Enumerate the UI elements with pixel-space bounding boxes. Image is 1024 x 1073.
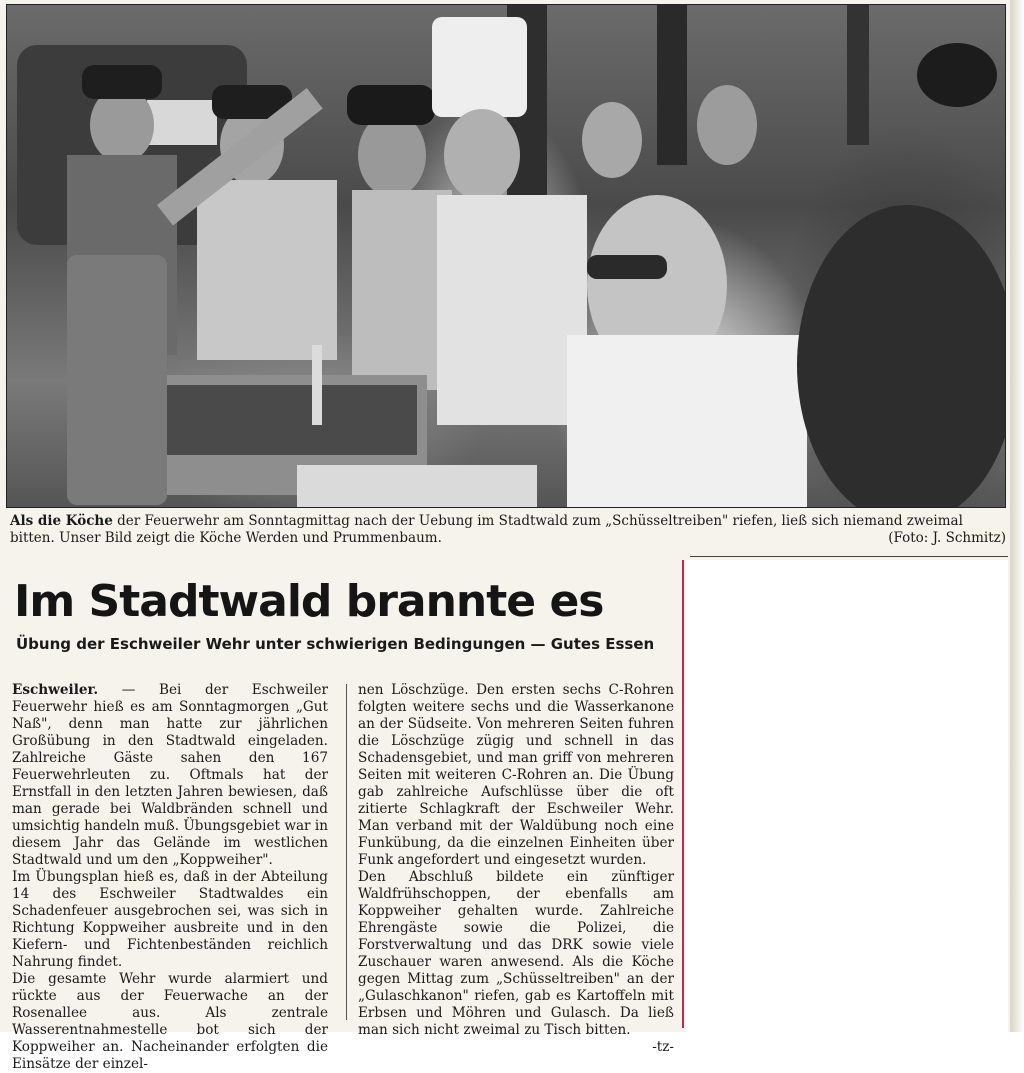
column-divider <box>346 684 347 1020</box>
page-edge <box>1010 0 1024 1032</box>
article-column-1 <box>12 682 328 1073</box>
paragraph <box>12 682 328 869</box>
article <box>6 560 684 1072</box>
tree-trunk <box>657 5 687 165</box>
cook-arm <box>297 465 537 508</box>
license-plate-shape <box>147 100 217 145</box>
author-signoff: -tz- <box>652 1039 674 1055</box>
kettle-lid <box>67 255 167 505</box>
paragraph: Den Abschluß bildete ein zünftiger Waldfrühschoppen, der ebenfalls am Koppweiher gehalten wurde. Zahlreiche Ehrengäste sowie die Polizei, die Forstverwaltung und das DRK sowie viele Zuschauer waren anwesend. Als die Köche gegen Mittag zum „Schüsseltreiben" an der „Gulaschkanon" riefen, gab es Kartoffeln mit Erbsen und Möhren und Gulasch. Da ließ man sich nicht zweimal zu Tisch bitten. <box>358 869 674 1038</box>
caption-rule <box>690 556 1008 557</box>
paragraph: Im Übungsplan hieß es, daß in der Abteilung 14 des Eschweiler Stadtwaldes ein Schadenfeuer ausgebrochen sei, was sich in Richtung Koppweiher ausbreite und in den Kiefern- und Fichtenbeständen reichlich Nahrung findet. <box>12 869 328 970</box>
news-photo <box>6 4 1006 508</box>
glasses-shape <box>587 255 667 279</box>
headline: Im Stadtwald brannte es <box>14 576 604 627</box>
blank-area <box>686 560 1008 1032</box>
person-head <box>697 85 757 165</box>
article-column-2 <box>358 682 674 1056</box>
photo-credit: (Foto: J. Schmitz) <box>888 530 1006 546</box>
cook-head <box>444 109 520 201</box>
uniform-cap <box>82 65 162 99</box>
person-head <box>582 102 642 178</box>
ladle <box>312 345 322 425</box>
paragraph: Die gesamte Wehr wurde alarmiert und rückte aus der Feuerwache an der Rosenallee aus. Als zentrale Wasserentnahmestelle bot sich der Koppweiher an. Nacheinander erfolgten die Einsätze der einzel- <box>12 971 328 1072</box>
dateline: Eschweiler. <box>12 682 99 698</box>
person-body <box>197 180 337 360</box>
tree-trunk <box>847 5 869 145</box>
person-head <box>358 113 426 197</box>
caption-lead: Als die Köche <box>10 513 113 529</box>
kettle-contents <box>167 385 417 455</box>
cook-body <box>567 335 807 508</box>
chef-hat <box>432 17 527 117</box>
cook-body <box>437 195 587 425</box>
uniform-cap <box>347 85 435 125</box>
photo-illustration <box>7 5 1006 508</box>
photo-caption <box>10 513 1006 547</box>
paragraph: nen Löschzüge. Den ersten sechs C-Rohren folgten weitere sechs und die Wasserkanone an der Südseite. Von mehreren Seiten fuhren die Löschzüge zügig und schnell in das Schadensgebiet, und man griff von mehreren Seiten mit weiteren C-Rohren an. Die Übung gab zahlreiche Aufschlüsse über die oft zitierte Schlagkraft der Eschweiler Wehr. Man verband mit der Waldübung noch eine Funkübung, da die einzelnen Einheiten über Funk angefordert und eingesetzt wurden. <box>358 682 674 868</box>
caption-text: der Feuerwehr am Sonntagmittag nach der Uebung im Stadtwald zum „Schüsseltreiben" riefen, ließ sich niemand zweimal bitten. Unser Bild zeigt die Köche Werden und Prummenbaum. <box>10 513 963 546</box>
foreground-person <box>797 205 1006 508</box>
subheadline: Übung der Eschweiler Wehr unter schwierigen Bedingungen — Gutes Essen <box>16 635 655 653</box>
uniform-cap <box>917 43 997 107</box>
paragraph-text: — Bei der Eschweiler Feuerwehr hieß es am Sonntagmorgen „Gut Naß", denn man hatte zur jährlichen Großübung in den Stadtwald eingeladen. Zahlreiche Gäste sahen den 167 Feuerwehrleuten zu. Oftmals hat der Ernstfall in den letzten Jahren bewiesen, daß man gerade bei Waldbränden schnell und umsichtig handeln muß. Übungsgebiet war in diesem Jahr das Gelände im westlichen Stadtwald und um den „Koppweiher". <box>12 682 328 868</box>
